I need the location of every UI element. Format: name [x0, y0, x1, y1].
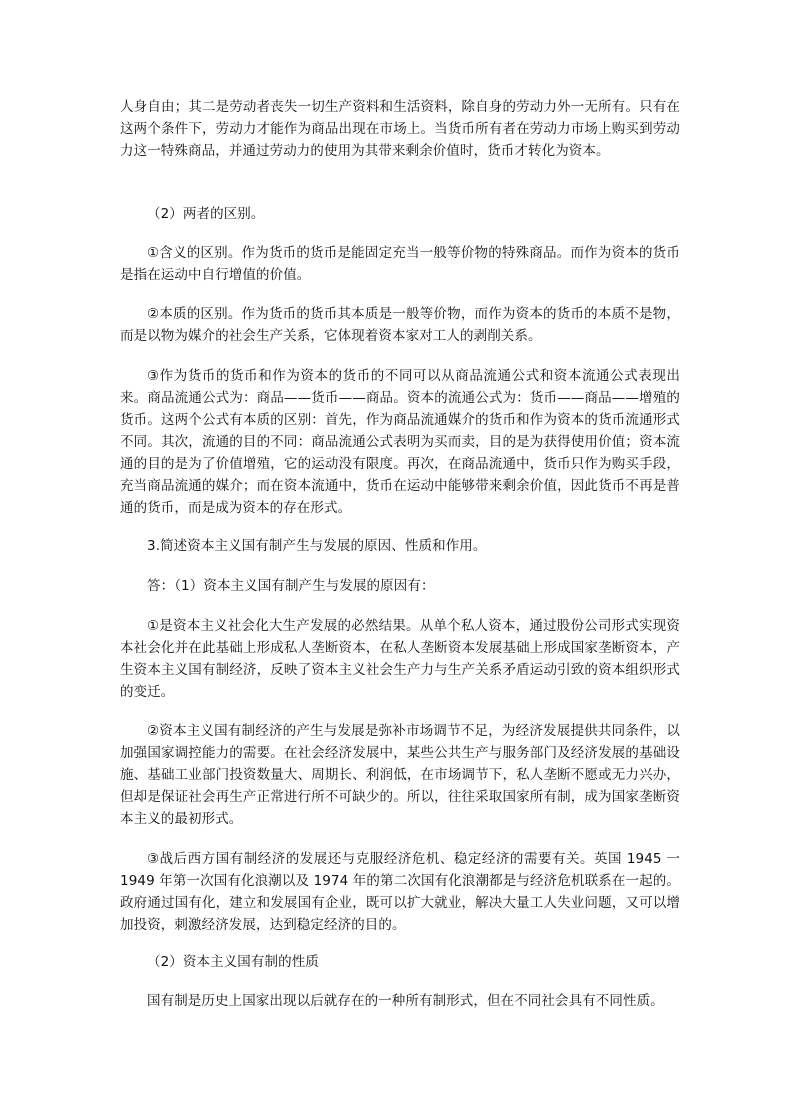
- paragraph-essence-difference: ②本质的区别。作为货币的货币其本质是一般等价物，而作为资本的货币的本质不是物，而是以物为媒介的社会生产关系，它体现着资本家对工人的剥削关系。: [120, 306, 680, 344]
- paragraph-meaning-difference: ①含义的区别。作为货币的货币是能固定充当一般等价物的特殊商品。而作为资本的货币是指在运动中自行增值的价值。: [120, 245, 680, 283]
- heading-differences: （2）两者的区别。: [147, 206, 265, 222]
- paragraph-circulation-formula: ③作为货币的货币和作为资本的货币的不同可以从商品流通公式和资本流通公式表现出来。商品流通公式为：商品——货币——商品。资本的流通公式为：货币——商品——增殖的货币。这两个公式有本质的区别：首先，作为商品流通媒介的货币和作为资本的货币流通形式不同。其次，流通的目的不同：商品流通公式表明为买而卖，目的是为获得使用价值；资本流通的目的是为了价值增殖，它的运动没有限度。再次，在商品流通中，货币只作为购买手段，充当商品流通的媒介；而在资本流通中，货币在运动中能够带来剩余价值，因此货币不再是普通的货币，而是成为资本的存在形式。: [120, 368, 680, 516]
- answer-intro: 答：（1）资本主义国有制产生与发展的原因有：: [147, 578, 435, 594]
- heading-nature: （2）资本主义国有制的性质: [147, 954, 319, 970]
- question-3: 3.简述资本主义国有制产生与发展的原因、性质和作用。: [147, 538, 487, 554]
- paragraph-reason-3: ③战后西方国有制经济的发展还与克服经济危机、稳定经济的需要有关。英国 1945 一 1949 年第一次国有化浪潮以及 1974 年的第二次国有化浪潮都是与经济危机联系在一起的。政府通过国有化，建立和发展国有企业，既可以扩大就业，解决大量工人失业问题，又可以增加投资，刺激经济发展，达到稳定经济的目的。: [120, 851, 680, 933]
- paragraph-reason-1: ①是资本主义社会化大生产发展的必然结果。从单个私人资本，通过股份公司形式实现资本社会化并在此基础上形成私人垄断资本，在私人垄断资本发展基础上形成国家垄断资本，产生资本主义国有制经济，反映了资本主义社会生产力与生产关系矛盾运动引致的资本组织形式的变迁。: [120, 618, 680, 700]
- paragraph-nature: 国有制是历史上国家出现以后就存在的一种所有制形式，但在不同社会具有不同性质。: [147, 993, 664, 1009]
- paragraph-reason-2: ②资本主义国有制经济的产生与发展是弥补市场调节不足，为经济发展提供共同条件，以加强国家调控能力的需要。在社会经济发展中，某些公共生产与服务部门及经济发展的基础设施、基础工业部门投资数量大、周期长、利润低，在市场调节下，私人垄断不愿或无力兴办，但却是保证社会再生产正常进行所不可缺少的。所以，往往采取国家所有制，成为国家垄断资本主义的最初形式。: [120, 723, 680, 827]
- paragraph-labor-conditions: 人身自由；其二是劳动者丧失一切生产资料和生活资料，除自身的劳动力外一无所有。只有在这两个条件下，劳动力才能作为商品出现在市场上。当货币所有者在劳动力市场上购买到劳动力这一特殊商品，并通过劳动力的使用为其带来剩余价值时，货币才转化为资本。: [120, 99, 680, 159]
